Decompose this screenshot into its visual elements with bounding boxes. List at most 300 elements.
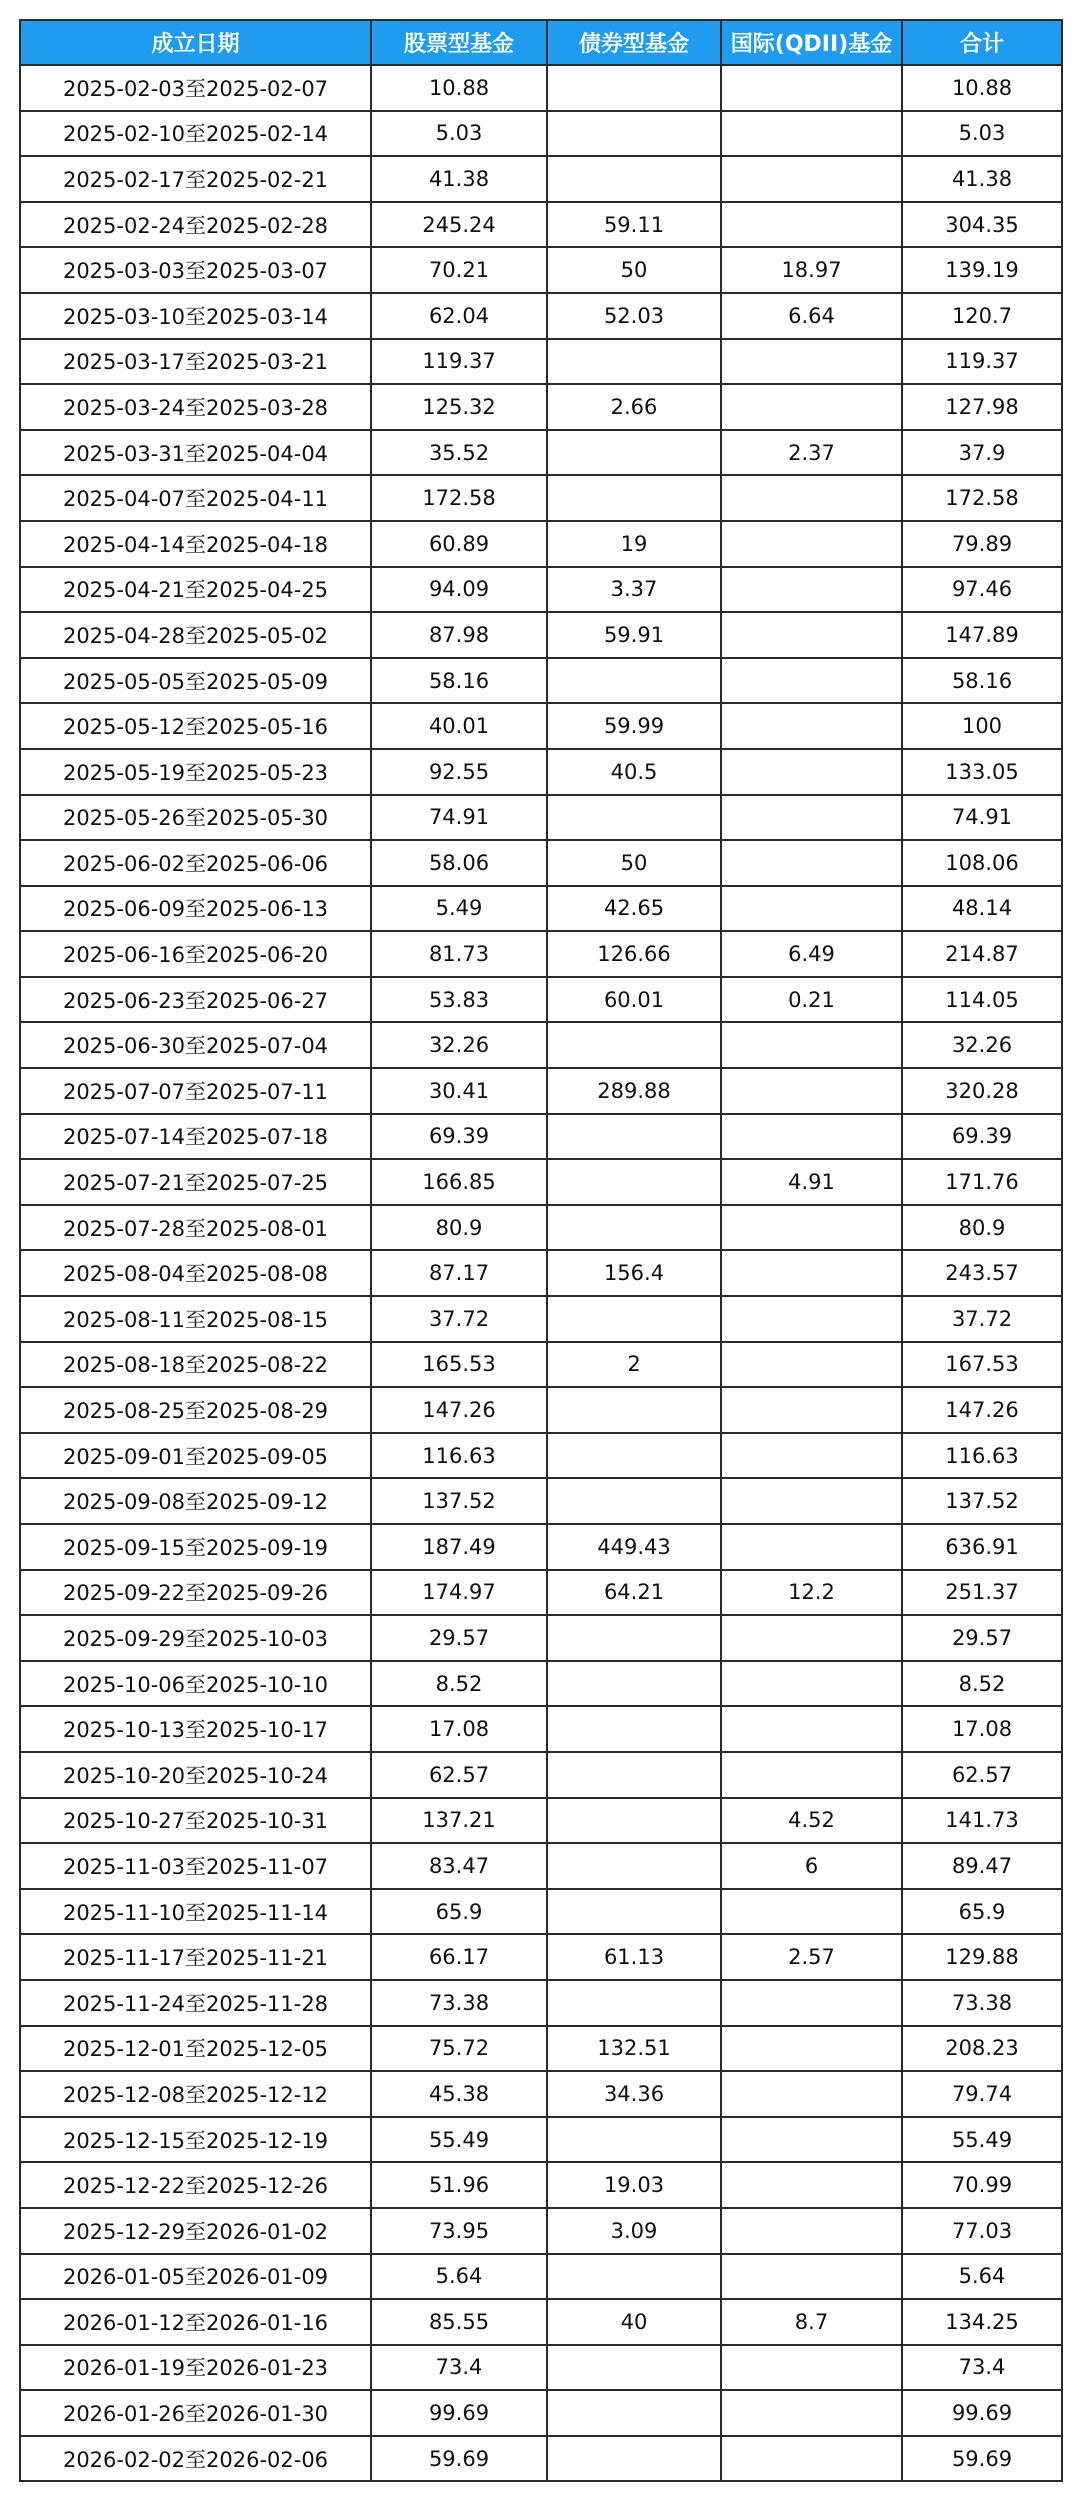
cell-bond-fund: 126.66 — [547, 931, 721, 977]
cell-stock-fund: 174.97 — [371, 1570, 547, 1616]
cell-qdii-fund — [721, 1661, 902, 1707]
cell-bond-fund: 40 — [547, 2299, 721, 2345]
cell-date: 2025-12-22至2025-12-26 — [20, 2162, 371, 2208]
cell-qdii-fund — [721, 2162, 902, 2208]
cell-total: 37.72 — [902, 1296, 1062, 1342]
cell-qdii-fund — [721, 2254, 902, 2300]
cell-qdii-fund: 0.21 — [721, 977, 902, 1023]
cell-date: 2025-10-27至2025-10-31 — [20, 1798, 371, 1844]
table-row — [20, 202, 1062, 248]
cell-total: 147.89 — [902, 612, 1062, 658]
cell-qdii-fund: 4.91 — [721, 1159, 902, 1205]
table-row — [20, 2026, 1062, 2072]
table-row — [20, 521, 1062, 567]
cell-date: 2025-12-29至2026-01-02 — [20, 2208, 371, 2254]
fund-table-container — [19, 19, 1061, 2482]
cell-date: 2025-09-08至2025-09-12 — [20, 1478, 371, 1524]
cell-stock-fund: 147.26 — [371, 1387, 547, 1433]
cell-date: 2025-02-03至2025-02-07 — [20, 65, 371, 111]
cell-total: 80.9 — [902, 1205, 1062, 1251]
cell-total: 636.91 — [902, 1524, 1062, 1570]
header-row — [20, 20, 1062, 65]
cell-date: 2025-06-16至2025-06-20 — [20, 931, 371, 977]
cell-stock-fund: 70.21 — [371, 247, 547, 293]
cell-qdii-fund: 8.7 — [721, 2299, 902, 2345]
cell-total: 77.03 — [902, 2208, 1062, 2254]
cell-bond-fund: 3.09 — [547, 2208, 721, 2254]
table-row — [20, 339, 1062, 385]
cell-qdii-fund — [721, 612, 902, 658]
table-row — [20, 2299, 1062, 2345]
cell-date: 2025-02-17至2025-02-21 — [20, 156, 371, 202]
cell-date: 2025-05-19至2025-05-23 — [20, 749, 371, 795]
cell-bond-fund — [547, 1843, 721, 1889]
cell-stock-fund: 66.17 — [371, 1934, 547, 1980]
table-row — [20, 1570, 1062, 1616]
cell-bond-fund — [547, 111, 721, 157]
cell-bond-fund: 34.36 — [547, 2071, 721, 2117]
cell-stock-fund: 125.32 — [371, 384, 547, 430]
cell-date: 2025-09-22至2025-09-26 — [20, 1570, 371, 1616]
cell-bond-fund: 289.88 — [547, 1068, 721, 1114]
cell-stock-fund: 137.52 — [371, 1478, 547, 1524]
cell-stock-fund: 29.57 — [371, 1615, 547, 1661]
cell-qdii-fund — [721, 795, 902, 841]
table-row — [20, 293, 1062, 339]
table-row — [20, 384, 1062, 430]
cell-date: 2025-06-09至2025-06-13 — [20, 886, 371, 932]
cell-stock-fund: 8.52 — [371, 1661, 547, 1707]
table-row — [20, 1296, 1062, 1342]
table-row — [20, 1159, 1062, 1205]
cell-qdii-fund — [721, 202, 902, 248]
cell-qdii-fund: 18.97 — [721, 247, 902, 293]
cell-total: 89.47 — [902, 1843, 1062, 1889]
cell-total: 73.38 — [902, 1980, 1062, 2026]
cell-total: 127.98 — [902, 384, 1062, 430]
cell-date: 2025-02-10至2025-02-14 — [20, 111, 371, 157]
cell-qdii-fund — [721, 567, 902, 613]
cell-total: 133.05 — [902, 749, 1062, 795]
cell-stock-fund: 5.03 — [371, 111, 547, 157]
cell-total: 59.69 — [902, 2436, 1062, 2482]
cell-stock-fund: 35.52 — [371, 430, 547, 476]
table-row — [20, 886, 1062, 932]
cell-bond-fund: 132.51 — [547, 2026, 721, 2072]
cell-date: 2025-04-21至2025-04-25 — [20, 567, 371, 613]
cell-date: 2025-06-23至2025-06-27 — [20, 977, 371, 1023]
cell-qdii-fund: 2.37 — [721, 430, 902, 476]
cell-stock-fund: 119.37 — [371, 339, 547, 385]
cell-stock-fund: 99.69 — [371, 2390, 547, 2436]
cell-qdii-fund — [721, 1752, 902, 1798]
table-body — [20, 65, 1062, 2481]
cell-bond-fund: 3.37 — [547, 567, 721, 613]
cell-bond-fund: 59.91 — [547, 612, 721, 658]
cell-total: 243.57 — [902, 1250, 1062, 1296]
cell-bond-fund: 59.99 — [547, 703, 721, 749]
cell-stock-fund: 74.91 — [371, 795, 547, 841]
cell-stock-fund: 94.09 — [371, 567, 547, 613]
cell-date: 2025-03-10至2025-03-14 — [20, 293, 371, 339]
cell-total: 65.9 — [902, 1889, 1062, 1935]
cell-stock-fund: 116.63 — [371, 1433, 547, 1479]
cell-bond-fund — [547, 1661, 721, 1707]
cell-stock-fund: 62.04 — [371, 293, 547, 339]
table-row — [20, 247, 1062, 293]
cell-bond-fund — [547, 1798, 721, 1844]
cell-qdii-fund: 6.49 — [721, 931, 902, 977]
table-row — [20, 1068, 1062, 1114]
cell-qdii-fund — [721, 2436, 902, 2482]
cell-total: 208.23 — [902, 2026, 1062, 2072]
table-row — [20, 156, 1062, 202]
cell-total: 100 — [902, 703, 1062, 749]
cell-stock-fund: 41.38 — [371, 156, 547, 202]
table-header — [20, 20, 1062, 65]
cell-total: 134.25 — [902, 2299, 1062, 2345]
table-row — [20, 1524, 1062, 1570]
table-row — [20, 1752, 1062, 1798]
cell-qdii-fund — [721, 840, 902, 886]
cell-stock-fund: 37.72 — [371, 1296, 547, 1342]
cell-date: 2025-03-24至2025-03-28 — [20, 384, 371, 430]
cell-qdii-fund — [721, 2345, 902, 2391]
cell-qdii-fund — [721, 1296, 902, 1342]
cell-stock-fund: 17.08 — [371, 1706, 547, 1752]
cell-bond-fund — [547, 475, 721, 521]
cell-bond-fund: 42.65 — [547, 886, 721, 932]
cell-date: 2025-02-24至2025-02-28 — [20, 202, 371, 248]
cell-stock-fund: 73.4 — [371, 2345, 547, 2391]
table-row — [20, 111, 1062, 157]
cell-total: 8.52 — [902, 1661, 1062, 1707]
cell-date: 2025-11-17至2025-11-21 — [20, 1934, 371, 1980]
cell-total: 167.53 — [902, 1342, 1062, 1388]
cell-date: 2025-06-30至2025-07-04 — [20, 1022, 371, 1068]
cell-total: 48.14 — [902, 886, 1062, 932]
cell-stock-fund: 80.9 — [371, 1205, 547, 1251]
cell-date: 2025-03-03至2025-03-07 — [20, 247, 371, 293]
cell-qdii-fund — [721, 1068, 902, 1114]
cell-bond-fund — [547, 1752, 721, 1798]
table-row — [20, 2162, 1062, 2208]
cell-bond-fund — [547, 430, 721, 476]
cell-bond-fund: 52.03 — [547, 293, 721, 339]
cell-total: 147.26 — [902, 1387, 1062, 1433]
cell-total: 58.16 — [902, 658, 1062, 704]
cell-total: 62.57 — [902, 1752, 1062, 1798]
table-row — [20, 2390, 1062, 2436]
table-row — [20, 475, 1062, 521]
cell-total: 304.35 — [902, 202, 1062, 248]
cell-stock-fund: 87.98 — [371, 612, 547, 658]
header-stock-fund: 股票型基金 — [371, 20, 547, 65]
cell-bond-fund — [547, 2117, 721, 2163]
cell-date: 2025-07-14至2025-07-18 — [20, 1114, 371, 1160]
cell-total: 120.7 — [902, 293, 1062, 339]
cell-qdii-fund — [721, 1205, 902, 1251]
cell-stock-fund: 166.85 — [371, 1159, 547, 1205]
cell-total: 17.08 — [902, 1706, 1062, 1752]
cell-qdii-fund — [721, 2390, 902, 2436]
cell-stock-fund: 55.49 — [371, 2117, 547, 2163]
cell-qdii-fund — [721, 2026, 902, 2072]
table-row — [20, 430, 1062, 476]
cell-bond-fund — [547, 2436, 721, 2482]
cell-stock-fund: 60.89 — [371, 521, 547, 567]
header-date: 成立日期 — [20, 20, 371, 65]
table-row — [20, 2254, 1062, 2300]
cell-qdii-fund — [721, 1478, 902, 1524]
cell-date: 2025-09-01至2025-09-05 — [20, 1433, 371, 1479]
cell-qdii-fund — [721, 156, 902, 202]
cell-stock-fund: 187.49 — [371, 1524, 547, 1570]
cell-bond-fund: 449.43 — [547, 1524, 721, 1570]
cell-bond-fund: 2 — [547, 1342, 721, 1388]
cell-stock-fund: 87.17 — [371, 1250, 547, 1296]
cell-qdii-fund — [721, 1980, 902, 2026]
cell-stock-fund: 10.88 — [371, 65, 547, 111]
cell-qdii-fund — [721, 521, 902, 567]
cell-qdii-fund: 12.2 — [721, 1570, 902, 1616]
cell-qdii-fund: 4.52 — [721, 1798, 902, 1844]
cell-bond-fund — [547, 339, 721, 385]
cell-total: 99.69 — [902, 2390, 1062, 2436]
table-row — [20, 65, 1062, 111]
cell-qdii-fund — [721, 1889, 902, 1935]
table-row — [20, 977, 1062, 1023]
cell-date: 2025-12-01至2025-12-05 — [20, 2026, 371, 2072]
header-total: 合计 — [902, 20, 1062, 65]
cell-qdii-fund — [721, 1433, 902, 1479]
cell-qdii-fund — [721, 658, 902, 704]
cell-qdii-fund: 6 — [721, 1843, 902, 1889]
table-row — [20, 840, 1062, 886]
table-row — [20, 795, 1062, 841]
cell-date: 2025-11-24至2025-11-28 — [20, 1980, 371, 2026]
cell-bond-fund — [547, 1980, 721, 2026]
cell-stock-fund: 58.16 — [371, 658, 547, 704]
table-row — [20, 1843, 1062, 1889]
cell-stock-fund: 73.95 — [371, 2208, 547, 2254]
cell-bond-fund: 19.03 — [547, 2162, 721, 2208]
cell-stock-fund: 58.06 — [371, 840, 547, 886]
cell-stock-fund: 92.55 — [371, 749, 547, 795]
table-row — [20, 1433, 1062, 1479]
cell-total: 129.88 — [902, 1934, 1062, 1980]
cell-stock-fund: 73.38 — [371, 1980, 547, 2026]
cell-qdii-fund — [721, 886, 902, 932]
cell-stock-fund: 245.24 — [371, 202, 547, 248]
cell-stock-fund: 5.64 — [371, 2254, 547, 2300]
cell-date: 2025-07-28至2025-08-01 — [20, 1205, 371, 1251]
cell-stock-fund: 45.38 — [371, 2071, 547, 2117]
cell-date: 2025-04-07至2025-04-11 — [20, 475, 371, 521]
cell-bond-fund: 64.21 — [547, 1570, 721, 1616]
cell-bond-fund — [547, 795, 721, 841]
table-row — [20, 1980, 1062, 2026]
cell-total: 55.49 — [902, 2117, 1062, 2163]
cell-bond-fund — [547, 1114, 721, 1160]
cell-date: 2025-07-21至2025-07-25 — [20, 1159, 371, 1205]
cell-bond-fund — [547, 1478, 721, 1524]
cell-qdii-fund: 2.57 — [721, 1934, 902, 1980]
table-row — [20, 703, 1062, 749]
cell-total: 116.63 — [902, 1433, 1062, 1479]
cell-bond-fund — [547, 1205, 721, 1251]
table-row — [20, 1889, 1062, 1935]
cell-date: 2025-04-14至2025-04-18 — [20, 521, 371, 567]
cell-stock-fund: 53.83 — [371, 977, 547, 1023]
cell-total: 141.73 — [902, 1798, 1062, 1844]
table-row — [20, 1615, 1062, 1661]
cell-stock-fund: 81.73 — [371, 931, 547, 977]
cell-total: 10.88 — [902, 65, 1062, 111]
cell-stock-fund: 5.49 — [371, 886, 547, 932]
cell-total: 79.89 — [902, 521, 1062, 567]
table-row — [20, 1205, 1062, 1251]
cell-qdii-fund — [721, 111, 902, 157]
table-row — [20, 2071, 1062, 2117]
cell-total: 32.26 — [902, 1022, 1062, 1068]
table-row — [20, 1342, 1062, 1388]
cell-total: 139.19 — [902, 247, 1062, 293]
cell-stock-fund: 40.01 — [371, 703, 547, 749]
cell-bond-fund: 156.4 — [547, 1250, 721, 1296]
cell-qdii-fund — [721, 2208, 902, 2254]
table-row — [20, 2345, 1062, 2391]
cell-date: 2025-10-20至2025-10-24 — [20, 1752, 371, 1798]
cell-qdii-fund — [721, 1250, 902, 1296]
cell-date: 2025-10-13至2025-10-17 — [20, 1706, 371, 1752]
cell-total: 97.46 — [902, 567, 1062, 613]
cell-date: 2025-11-10至2025-11-14 — [20, 1889, 371, 1935]
header-bond-fund: 债券型基金 — [547, 20, 721, 65]
cell-bond-fund: 2.66 — [547, 384, 721, 430]
cell-bond-fund — [547, 1296, 721, 1342]
cell-total: 172.58 — [902, 475, 1062, 521]
cell-date: 2025-05-26至2025-05-30 — [20, 795, 371, 841]
cell-bond-fund — [547, 658, 721, 704]
cell-date: 2025-05-12至2025-05-16 — [20, 703, 371, 749]
cell-bond-fund: 19 — [547, 521, 721, 567]
cell-date: 2026-01-12至2026-01-16 — [20, 2299, 371, 2345]
cell-total: 171.76 — [902, 1159, 1062, 1205]
table-row — [20, 2436, 1062, 2482]
cell-qdii-fund — [721, 65, 902, 111]
cell-date: 2025-09-29至2025-10-03 — [20, 1615, 371, 1661]
cell-bond-fund: 59.11 — [547, 202, 721, 248]
cell-bond-fund — [547, 1615, 721, 1661]
table-row — [20, 931, 1062, 977]
cell-qdii-fund — [721, 339, 902, 385]
cell-date: 2025-08-11至2025-08-15 — [20, 1296, 371, 1342]
cell-stock-fund: 172.58 — [371, 475, 547, 521]
cell-stock-fund: 51.96 — [371, 2162, 547, 2208]
cell-bond-fund — [547, 156, 721, 202]
cell-date: 2025-05-05至2025-05-09 — [20, 658, 371, 704]
cell-date: 2025-06-02至2025-06-06 — [20, 840, 371, 886]
table-row — [20, 658, 1062, 704]
cell-total: 114.05 — [902, 977, 1062, 1023]
cell-stock-fund: 32.26 — [371, 1022, 547, 1068]
table-row — [20, 1478, 1062, 1524]
cell-date: 2025-11-03至2025-11-07 — [20, 1843, 371, 1889]
cell-total: 73.4 — [902, 2345, 1062, 2391]
cell-qdii-fund — [721, 384, 902, 430]
cell-stock-fund: 83.47 — [371, 1843, 547, 1889]
header-qdii-fund: 国际(QDII)基金 — [721, 20, 902, 65]
table-row — [20, 1250, 1062, 1296]
cell-stock-fund: 85.55 — [371, 2299, 547, 2345]
cell-bond-fund — [547, 1889, 721, 1935]
cell-total: 5.03 — [902, 111, 1062, 157]
cell-stock-fund: 30.41 — [371, 1068, 547, 1114]
cell-date: 2025-12-08至2025-12-12 — [20, 2071, 371, 2117]
cell-stock-fund: 137.21 — [371, 1798, 547, 1844]
cell-bond-fund — [547, 2390, 721, 2436]
cell-bond-fund: 60.01 — [547, 977, 721, 1023]
cell-total: 320.28 — [902, 1068, 1062, 1114]
cell-bond-fund — [547, 1022, 721, 1068]
cell-total: 251.37 — [902, 1570, 1062, 1616]
cell-bond-fund — [547, 1159, 721, 1205]
cell-bond-fund — [547, 1433, 721, 1479]
cell-date: 2025-03-17至2025-03-21 — [20, 339, 371, 385]
cell-bond-fund: 50 — [547, 840, 721, 886]
table-row — [20, 567, 1062, 613]
cell-date: 2026-02-02至2026-02-06 — [20, 2436, 371, 2482]
cell-qdii-fund — [721, 1615, 902, 1661]
cell-qdii-fund — [721, 749, 902, 795]
cell-bond-fund — [547, 65, 721, 111]
cell-stock-fund: 165.53 — [371, 1342, 547, 1388]
cell-stock-fund: 65.9 — [371, 1889, 547, 1935]
cell-qdii-fund — [721, 2117, 902, 2163]
cell-qdii-fund — [721, 1706, 902, 1752]
cell-qdii-fund — [721, 1387, 902, 1433]
cell-total: 108.06 — [902, 840, 1062, 886]
cell-qdii-fund: 6.64 — [721, 293, 902, 339]
cell-date: 2025-08-04至2025-08-08 — [20, 1250, 371, 1296]
cell-qdii-fund — [721, 2071, 902, 2117]
table-row — [20, 749, 1062, 795]
cell-date: 2025-12-15至2025-12-19 — [20, 2117, 371, 2163]
cell-date: 2025-03-31至2025-04-04 — [20, 430, 371, 476]
cell-date: 2025-04-28至2025-05-02 — [20, 612, 371, 658]
cell-bond-fund: 61.13 — [547, 1934, 721, 1980]
cell-total: 69.39 — [902, 1114, 1062, 1160]
cell-bond-fund: 40.5 — [547, 749, 721, 795]
cell-total: 41.38 — [902, 156, 1062, 202]
table-row — [20, 1798, 1062, 1844]
cell-date: 2026-01-19至2026-01-23 — [20, 2345, 371, 2391]
table-row — [20, 1934, 1062, 1980]
cell-bond-fund — [547, 1706, 721, 1752]
cell-bond-fund: 50 — [547, 247, 721, 293]
cell-stock-fund: 59.69 — [371, 2436, 547, 2482]
cell-total: 74.91 — [902, 795, 1062, 841]
cell-qdii-fund — [721, 1524, 902, 1570]
cell-date: 2026-01-05至2026-01-09 — [20, 2254, 371, 2300]
cell-date: 2025-09-15至2025-09-19 — [20, 1524, 371, 1570]
cell-qdii-fund — [721, 1342, 902, 1388]
table-row — [20, 1387, 1062, 1433]
cell-date: 2026-01-26至2026-01-30 — [20, 2390, 371, 2436]
table-row — [20, 1661, 1062, 1707]
table-row — [20, 1114, 1062, 1160]
